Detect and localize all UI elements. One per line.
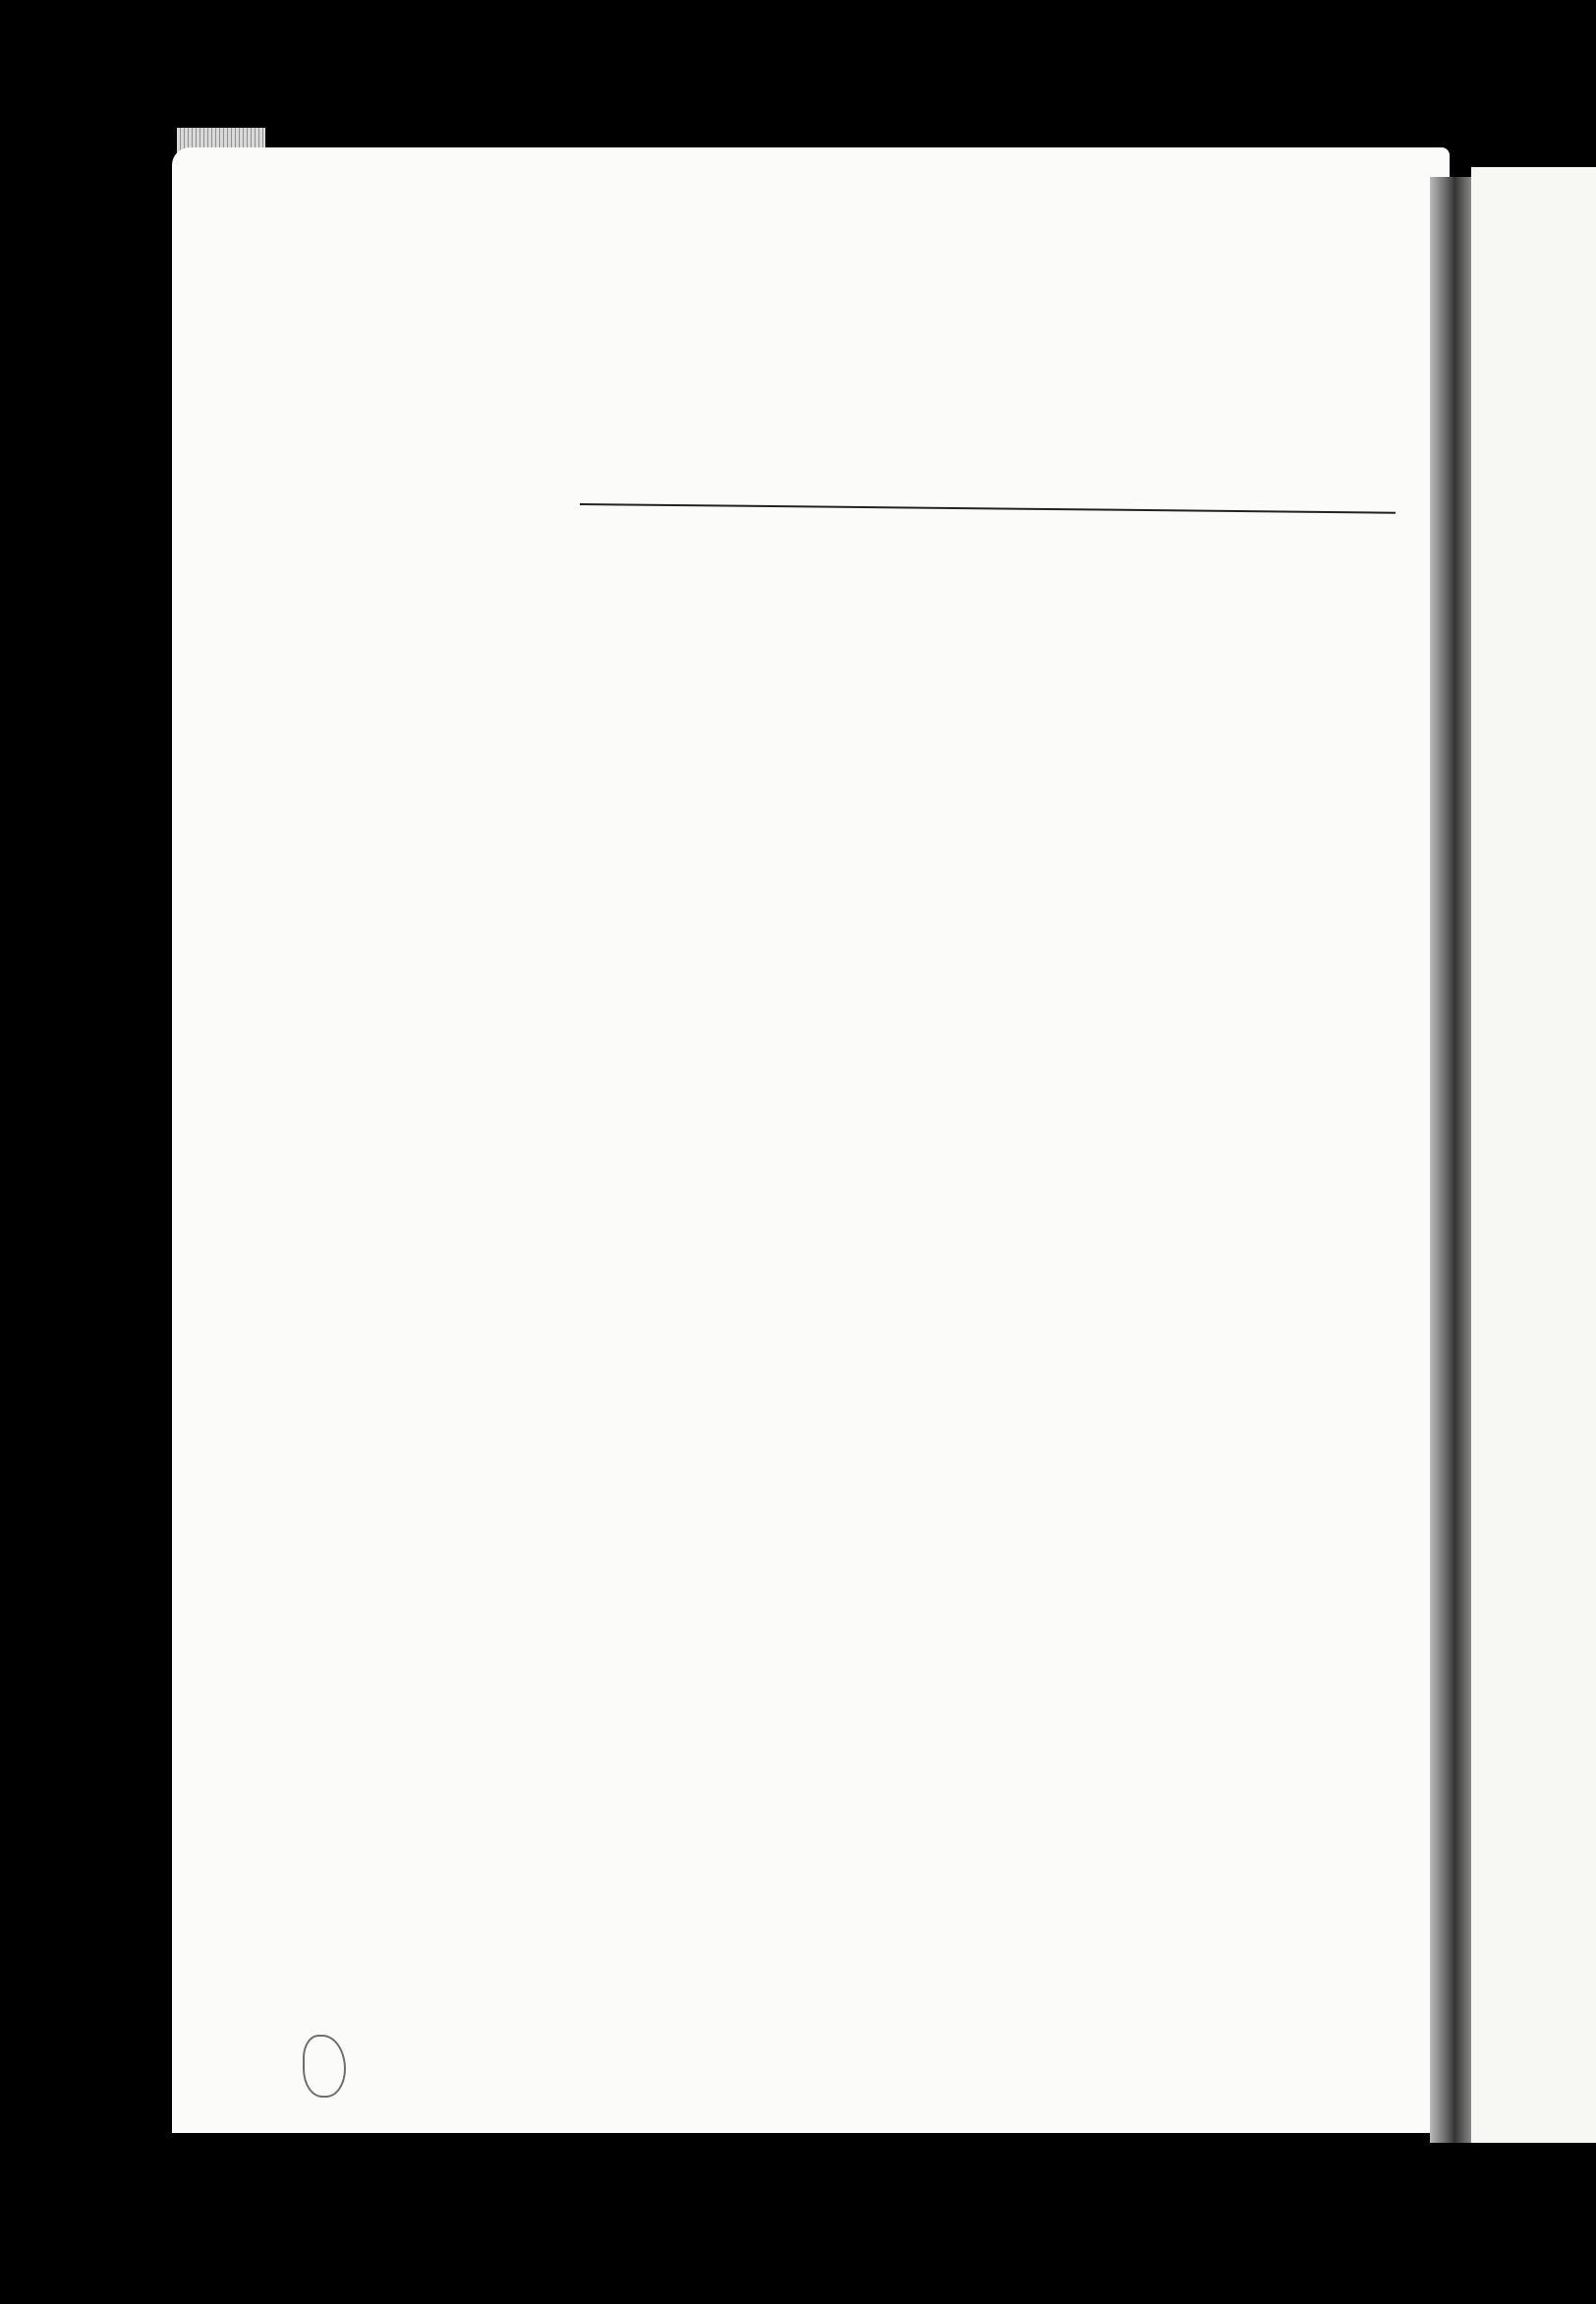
- right-page-column: [1454, 0, 1596, 2304]
- page-header: [599, 393, 1405, 472]
